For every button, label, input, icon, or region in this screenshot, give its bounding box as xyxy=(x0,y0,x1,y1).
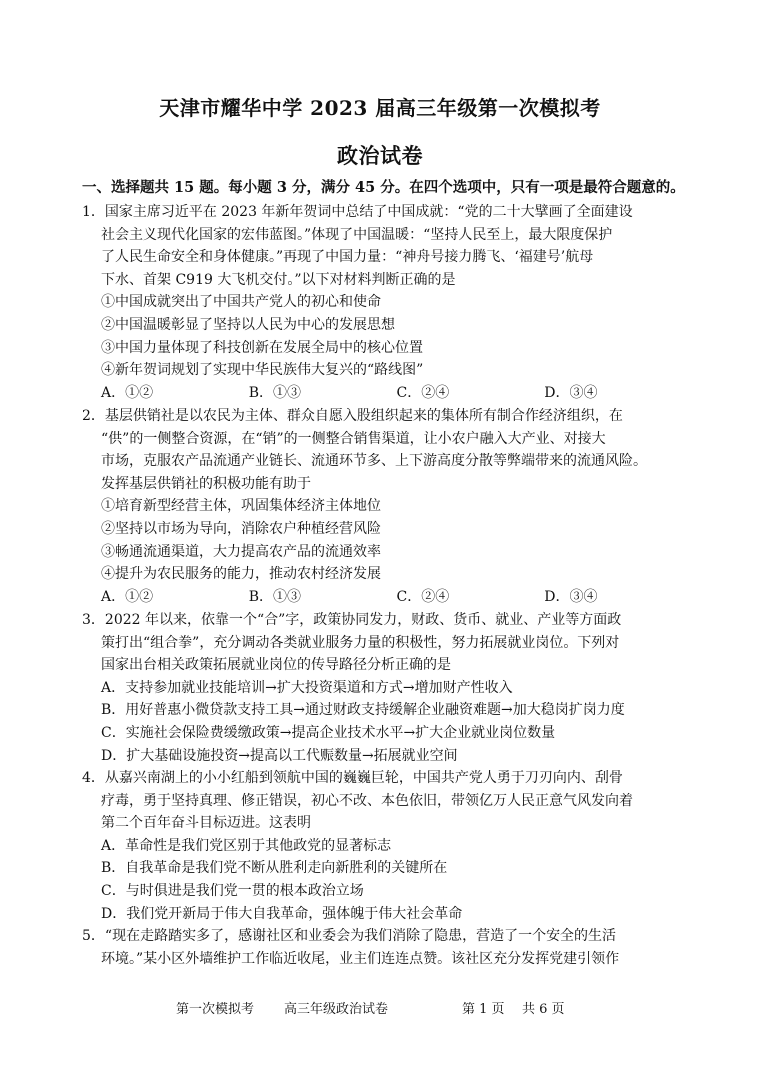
footer-page-number: 第 1 页 xyxy=(462,1002,505,1017)
page-footer xyxy=(176,998,565,1017)
question-stem-line: 环境。”某小区外墙维护工作临近收尾，业主们连连点赞。该社区充分发挥党建引领作 xyxy=(101,950,620,967)
question-2 xyxy=(82,405,692,608)
option-c: C．②④ xyxy=(396,588,450,605)
choice-c: C．与时俱进是我们党一贯的根本政治立场 xyxy=(101,882,364,899)
question-5 xyxy=(82,925,692,970)
question-1 xyxy=(82,201,692,404)
choice-b: B．用好普惠小微贷款支持工具→通过财政支持缓解企业融资难题→加大稳岗扩岗力度 xyxy=(101,702,625,719)
option-a: A．①② xyxy=(101,384,154,401)
question-stem-line: 5．“现在走路踏实多了，感谢社区和业委会为我们消除了隐患，营造了一个安全的生活 xyxy=(82,928,617,944)
answer-options xyxy=(82,586,692,609)
question-stem-line: 下水、首架 C919 大飞机交付。”以下对材料判断正确的是 xyxy=(101,271,456,288)
question-item: ②坚持以市场为导向，消除农户种植经营风险 xyxy=(101,520,381,537)
option-d: D．③④ xyxy=(544,384,598,401)
option-c: C．②④ xyxy=(396,384,450,401)
question-4 xyxy=(82,767,692,925)
section-heading: 一、选择题共 15 题。每小题 3 分，满分 45 分。在四个选项中，只有一项是最符合题意的。 xyxy=(82,179,685,196)
question-stem-line: 发挥基层供销社的积极功能有助于 xyxy=(101,475,311,492)
choice-d: D．我们党开新局于伟大自我革命，强体魄于伟大社会革命 xyxy=(101,905,463,922)
question-stem-line: 第二个百年奋斗目标迈进。这表明 xyxy=(101,815,311,832)
paper-subtitle: 政治试卷 xyxy=(337,143,423,168)
question-item: ③畅通流通渠道，大力提高农产品的流通效率 xyxy=(101,543,381,560)
choice-a: A．革命性是我们党区别于其他政党的显著标志 xyxy=(101,837,392,854)
choice-d: D．扩大基础设施投资→提高以工代赈数量→拓展就业空间 xyxy=(101,747,458,764)
option-b: B．①③ xyxy=(248,384,302,401)
choice-b: B．自我革命是我们党不断从胜利走向新胜利的关键所在 xyxy=(101,860,448,877)
question-item: ①中国成就突出了中国共产党人的初心和使命 xyxy=(101,294,381,311)
answer-options xyxy=(82,382,692,405)
question-item: ③中国力量体现了科技创新在发展全局中的核心位置 xyxy=(101,339,423,356)
option-d: D．③④ xyxy=(544,588,598,605)
choice-c: C．实施社会保险费缓缴政策→提高企业技术水平→扩大企业就业岗位数量 xyxy=(101,724,556,741)
choice-a: A．支持参加就业技能培训→扩大投资渠道和方式→增加财产性收入 xyxy=(101,679,513,696)
question-item: ④新年贺词规划了实现中华民族伟大复兴的“路线图” xyxy=(101,362,424,379)
question-stem-line: 国家出台相关政策拓展就业岗位的传导路径分析正确的是 xyxy=(101,657,451,674)
footer-exam: 第一次模拟考 xyxy=(176,1002,255,1017)
question-stem-line: 2．基层供销社是以农民为主体、群众自愿入股组织起来的集体所有制合作经济组织，在 xyxy=(82,408,623,424)
question-stem-line: “供”的一侧整合资源，在“销”的一侧整合销售渠道，让小农户融入大产业、对接大 xyxy=(101,430,606,447)
footer-total-pages: 共 6 页 xyxy=(522,1002,565,1017)
question-stem-line: 4．从嘉兴南湖上的小小红船到领航中国的巍巍巨轮，中国共产党人勇于刀刃向内、刮骨 xyxy=(82,770,623,786)
question-stem-line: 3．2022 年以来，依靠一个“合”字，政策协同发力，财政、货币、就业、产业等方面政 xyxy=(82,612,622,628)
option-b: B．①③ xyxy=(248,588,302,605)
question-item: ④提升为农民服务的能力，推动农村经济发展 xyxy=(101,566,381,583)
question-stem-line: 社会主义现代化国家的宏伟蓝图。”体现了中国温暖：“坚持人民至上，最大限度保护 xyxy=(101,226,613,243)
question-3 xyxy=(82,609,692,767)
page-title: 天津市耀华中学 2023 届高三年级第一次模拟考 xyxy=(159,96,601,120)
question-stem-line: 1．国家主席习近平在 2023 年新年贺词中总结了中国成就：“党的二十大擘画了全面建设 xyxy=(82,204,633,220)
question-stem-line: 疗毒，勇于坚持真理、修正错误，初心不改、本色依旧，带领亿万人民正意气风发向着 xyxy=(101,792,633,809)
question-stem-line: 了人民生命安全和身体健康。”再现了中国力量：“神舟号接力腾飞、‘福建号’航母 xyxy=(101,249,594,266)
question-stem-line: 策打出“组合拳”，充分调动各类就业服务力量的积极性，努力拓展就业岗位。下列对 xyxy=(101,634,620,651)
question-stem-line: 市场，克服农产品流通产业链长、流通环节多、上下游高度分散等弊端带来的流通风险。 xyxy=(101,453,647,470)
footer-paper: 高三年级政治试卷 xyxy=(284,1002,389,1017)
question-item: ②中国温暖彰显了坚持以人民为中心的发展思想 xyxy=(101,316,395,333)
option-a: A．①② xyxy=(101,588,154,605)
question-item: ①培育新型经营主体，巩固集体经济主体地位 xyxy=(101,498,381,515)
